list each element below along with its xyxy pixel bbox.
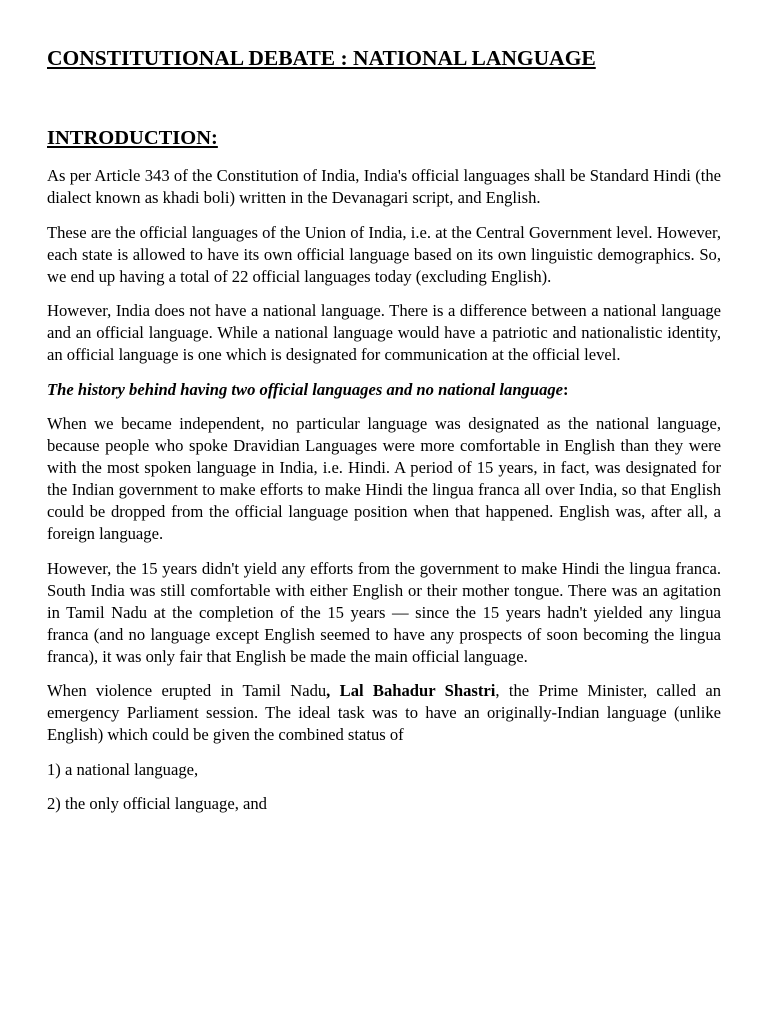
history-subheading-line — [47, 379, 721, 401]
violence-text-after: , the Prime Minister, called an emergency Parliament session. The ideal task was to have an originally-Indian language (unlike English) which could be given the combined status of — [47, 681, 721, 744]
introduction-heading: INTRODUCTION: — [47, 127, 218, 149]
document-body — [47, 165, 721, 828]
paragraph-independence: When we became independent, no particular language was designated as the national language, because people who spoke Dravidian Languages were more comfortable in English than they were with the most spoken language in India, i.e. Hindi. A period of 15 years, in fact, was designated for the Indian government to make efforts to make Hindi the lingua franca all over India, so that English could be dropped from the official language position when that happened. English was, after all, a foreign language. — [47, 414, 721, 543]
list-item-only-official-language: 2) the only official language, and — [47, 794, 267, 813]
history-subheading: The history behind having two official languages and no national language — [47, 379, 564, 399]
history-subheading-colon: : — [563, 379, 569, 399]
paragraph-violence-tamil-nadu — [47, 680, 721, 746]
list-item-national-language: 1) a national language, — [47, 759, 199, 779]
paragraph-official-languages: These are the official languages of the Union of India, i.e. at the Central Government level. However, each state is allowed to have its own official language based on its own linguistic demographics. So, we end up having a total of 22 official languages today (excluding English). — [47, 222, 721, 286]
paragraph-fifteen-years: However, the 15 years didn't yield any efforts from the government to make Hindi the lingua franca. South India was still comfortable with either English or their mother tongue. There was an agitation in Tamil Nadu at the completion of the 15 years — since the 15 years hadn't yielded any lingua franca (and no language except English seemed to have any prospects of soon becoming the lingua franca), it was only fair that English be made the main official language. — [47, 558, 721, 666]
document-title: CONSTITUTIONAL DEBATE : NATIONAL LANGUAGE — [47, 46, 596, 70]
paragraph-national-vs-official: However, India does not have a national language. There is a difference between a national language and an official language. While a national language would have a patriotic and nationalistic identity, an official language is one which is designated for communication at the official level. — [47, 301, 721, 364]
lal-bahadur-shastri-name: , Lal Bahadur Shastri — [326, 681, 496, 700]
violence-text-before: When violence erupted in Tamil Nadu — [47, 681, 327, 700]
paragraph-article-343: As per Article 343 of the Constitution of India, India's official languages shall be Standard Hindi (the dialect known as khadi boli) written in the Devanagari script, and English. — [47, 166, 721, 207]
